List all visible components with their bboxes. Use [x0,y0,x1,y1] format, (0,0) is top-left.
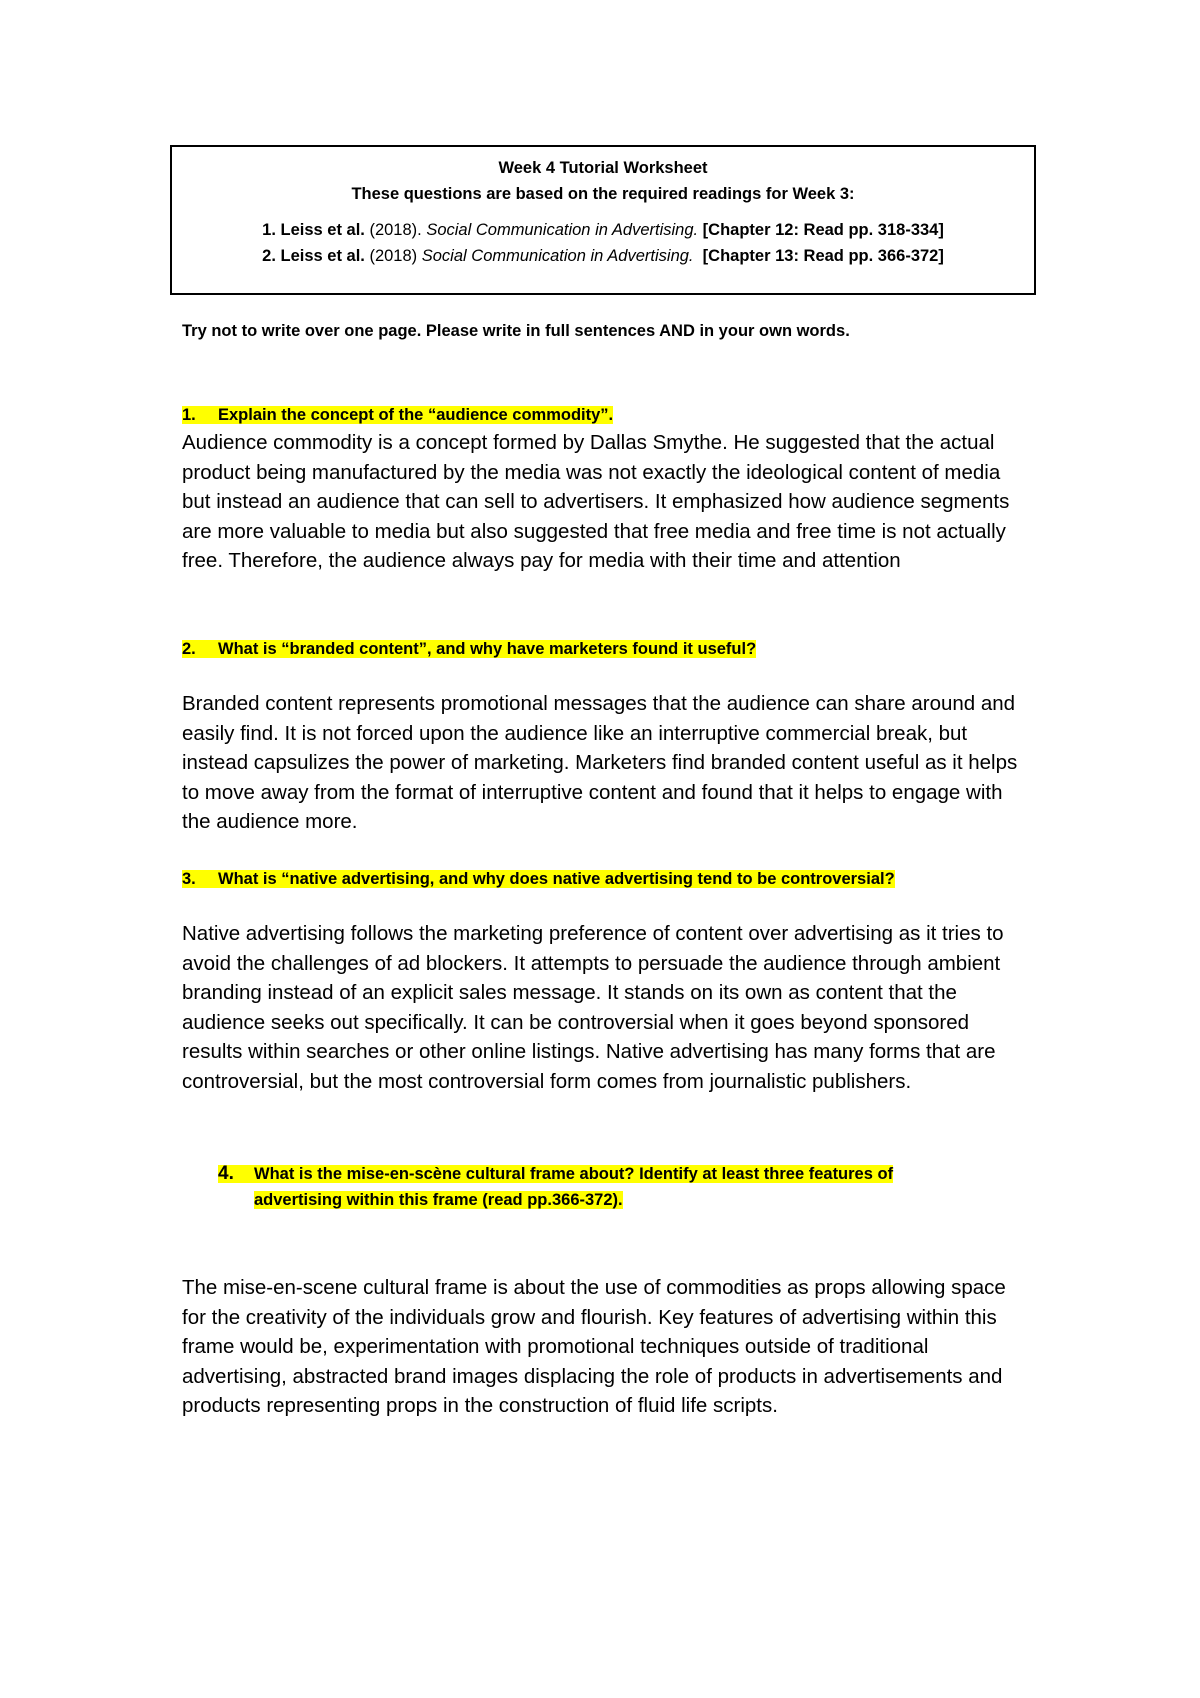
question-highlight [182,870,895,888]
question-number: 1. [182,406,196,424]
answer-2: Branded content represents promotional messages that the audience can share around and easily find. It is not forced upon the audience like an interruptive commercial break, but instead capsulizes the power of marketing. Marketers find branded content useful as it helps to move away from the format of interruptive content and found that it helps to engage with the audience more. [182,692,1018,834]
reading-book: Social Communication in Advertising. [421,247,694,265]
answer-3: Native advertising follows the marketing preference of content over advertising as it tries to avoid the challenges of ad blockers. It attempts to persuade the audience through ambient branding instead of an explicit sales message. It stands on its own as content that the audience seeks out specifically. It can be controversial when it goes beyond sponsored results within searches or other online listings. Native advertising has many forms that are controversial, but the most controversial form comes from journalistic publishers. [182,922,1004,1093]
question-highlight [182,640,756,658]
reading-author: 1. Leiss et al. [262,221,365,239]
reading-item [172,217,1034,243]
worksheet-title: Week 4 Tutorial Worksheet [498,159,708,177]
question-text: What is “native advertising, and why does native advertising tend to be controversial? [218,870,895,888]
reading-chapter: [Chapter 13: Read pp. 366-372] [693,247,944,265]
question-text: Explain the concept of the “audience commodity”. [218,406,614,424]
question-4 [218,1161,1018,1213]
question-text: What is the mise-en-scène cultural frame about? Identify at least three features of [254,1165,894,1183]
question-1 [182,402,613,428]
question-3 [182,866,895,892]
reading-author: 2. Leiss et al. [262,247,365,265]
instructions-text: Try not to write over one page. Please write in full sentences AND in your own words. [182,322,850,340]
question-2 [182,636,756,662]
answer-4: The mise-en-scene cultural frame is about the use of commodities as props allowing space for the creativity of the individuals grow and flourish. Key features of advertising within this frame would be, experimentation with promotional techniques outside of traditional advertising, abstracted brand images displacing the role of products in advertisements and products representing props in the construction of fluid life scripts. [182,1276,1006,1418]
question-highlight: advertising within this frame (read pp.366-372). [254,1191,623,1209]
header-box [170,145,1036,295]
worksheet-subtitle: These questions are based on the required readings for Week 3: [351,185,855,203]
reading-year: (2018) [364,247,422,265]
question-number: 2. [182,640,196,658]
question-highlight [218,1165,893,1183]
answer-1: Audience commodity is a concept formed by Dallas Smythe. He suggested that the actual product being manufactured by the media was not exactly the ideological content of media but instead an audience that can sell to advertisers. It emphasized how audience segments are more valuable to media but also suggested that free media and free time is not actually free. Therefore, the audience always pay for media with their time and attention [182,431,1010,573]
question-number: 3. [182,870,196,888]
header-spacer [172,207,1034,217]
question-number: 4. [218,1163,234,1184]
question-highlight [182,406,613,424]
reading-item [172,243,1034,269]
reading-book: Social Communication in Advertising. [426,221,699,239]
question-text: What is “branded content”, and why have marketers found it useful? [218,640,757,658]
reading-chapter: [Chapter 12: Read pp. 318-334] [698,221,944,239]
reading-year: (2018). [364,221,427,239]
question-text-continued [218,1187,1018,1213]
